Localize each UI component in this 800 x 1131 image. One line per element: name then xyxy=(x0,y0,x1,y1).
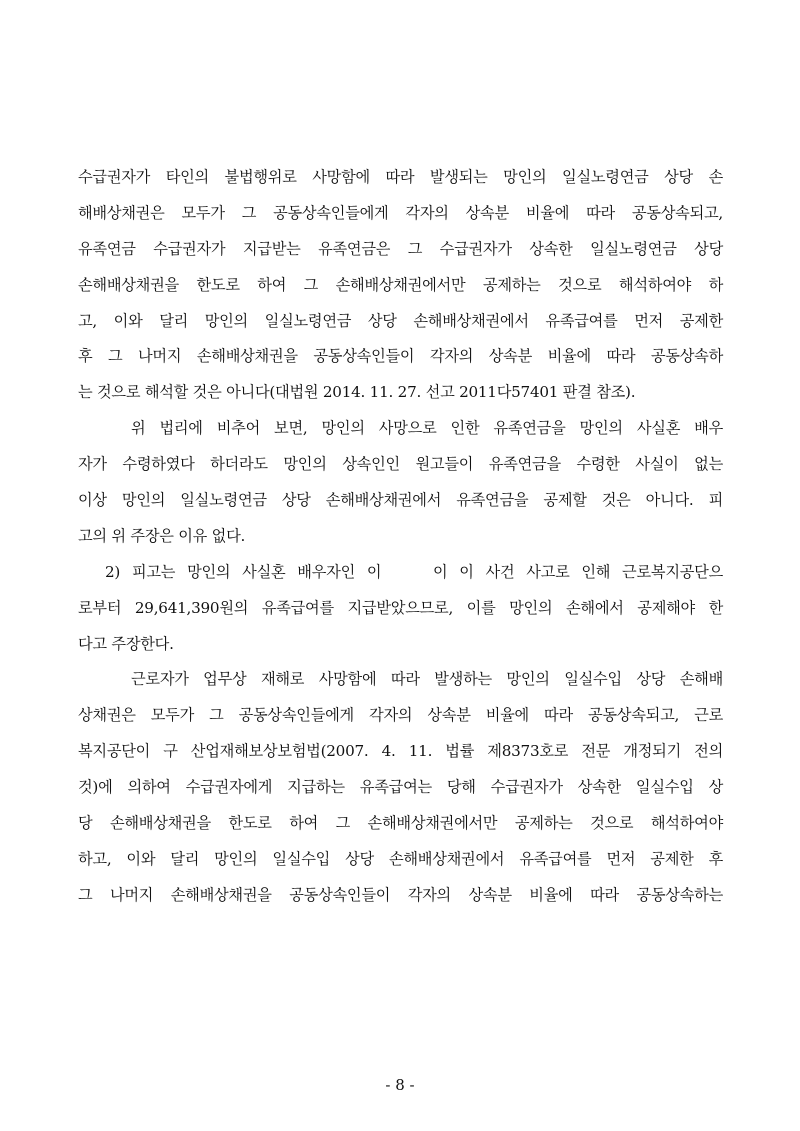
text-line: 손해배상채권을 한도로 하여 그 손해배상채권에서만 공제하는 것으로 해석하여야 하 xyxy=(78,275,723,294)
paragraph-1 xyxy=(78,163,723,414)
text-line: 복지공단이 구 산업재해보상보험법(2007. 4. 11. 법률 제8373호로 전문 개정되기 전의 xyxy=(78,742,723,761)
text-line: 것)에 의하여 수급권자에게 지급하는 유족급여는 당해 수급권자가 상속한 일실수입 상 xyxy=(78,778,723,797)
text-line: 근로자가 업무상 재해로 사망함에 따라 발생하는 망인의 일실수입 상당 손해배 xyxy=(131,670,723,689)
text-line: 당 손해배상채권을 한도로 하여 그 손해배상채권에서만 공제하는 것으로 해석하여야 xyxy=(78,814,723,833)
paragraph-2 xyxy=(78,414,723,558)
paragraph-4 xyxy=(78,665,723,916)
text-line: 상채권은 모두가 그 공동상속인들에게 각자의 상속분 비율에 따라 공동상속되고, 근로 xyxy=(78,706,723,725)
text-line: 2) 피고는 망인의 사실혼 배우자인 이 이 이 사건 사고로 인해 근로복지공단으 xyxy=(105,562,723,581)
page-number: - 8 - xyxy=(385,1076,415,1094)
text-line: 자가 수령하였다 하더라도 망인의 상속인인 원고들이 유족연금을 수령한 사실이 없는 xyxy=(78,455,723,474)
text-line: 수급권자가 타인의 불법행위로 사망함에 따라 발생되는 망인의 일실노령연금 상당 손 xyxy=(78,168,723,186)
text-line: 그 나머지 손해배상채권을 공동상속인들이 각자의 상속분 비율에 따라 공동상속하는 xyxy=(78,885,723,904)
paragraph-3 xyxy=(78,558,723,666)
text-line: 해배상채권은 모두가 그 공동상속인들에게 각자의 상속분 비율에 따라 공동상속되고, xyxy=(78,203,723,222)
text-line: 후 그 나머지 손해배상채권을 공동상속인들이 각자의 상속분 비율에 따라 공동상속하 xyxy=(78,347,723,366)
text-line: 유족연금 수급권자가 지급받는 유족연금은 그 수급권자가 상속한 일실노령연금 상당 xyxy=(78,239,723,258)
body-text xyxy=(78,163,723,917)
text-line: 로부터 29,641,390원의 유족급여를 지급받았으므로, 이를 망인의 손해에서 공제해야 한 xyxy=(78,598,723,617)
text-line: 이상 망인의 일실노령연금 상당 손해배상채권에서 유족연금을 공제할 것은 아니다. 피 xyxy=(78,491,723,510)
text-line: 하고, 이와 달리 망인의 일실수입 상당 손해배상채권에서 유족급여를 먼저 공제한 후 xyxy=(78,849,723,868)
text-line: 고, 이와 달리 망인의 일실노령연금 상당 손해배상채권에서 유족급여를 먼저 공제한 xyxy=(78,311,723,330)
text-line: 는 것으로 해석할 것은 아니다(대법원 2014. 11. 27. 선고 2011다57401 판결 참조). xyxy=(78,383,636,402)
text-line: 위 법리에 비추어 보면, 망인의 사망으로 인한 유족연금을 망인의 사실혼 배우 xyxy=(131,419,723,438)
text-line: 다고 주장한다. xyxy=(78,634,174,653)
text-line: 고의 위 주장은 이유 없다. xyxy=(78,526,246,545)
